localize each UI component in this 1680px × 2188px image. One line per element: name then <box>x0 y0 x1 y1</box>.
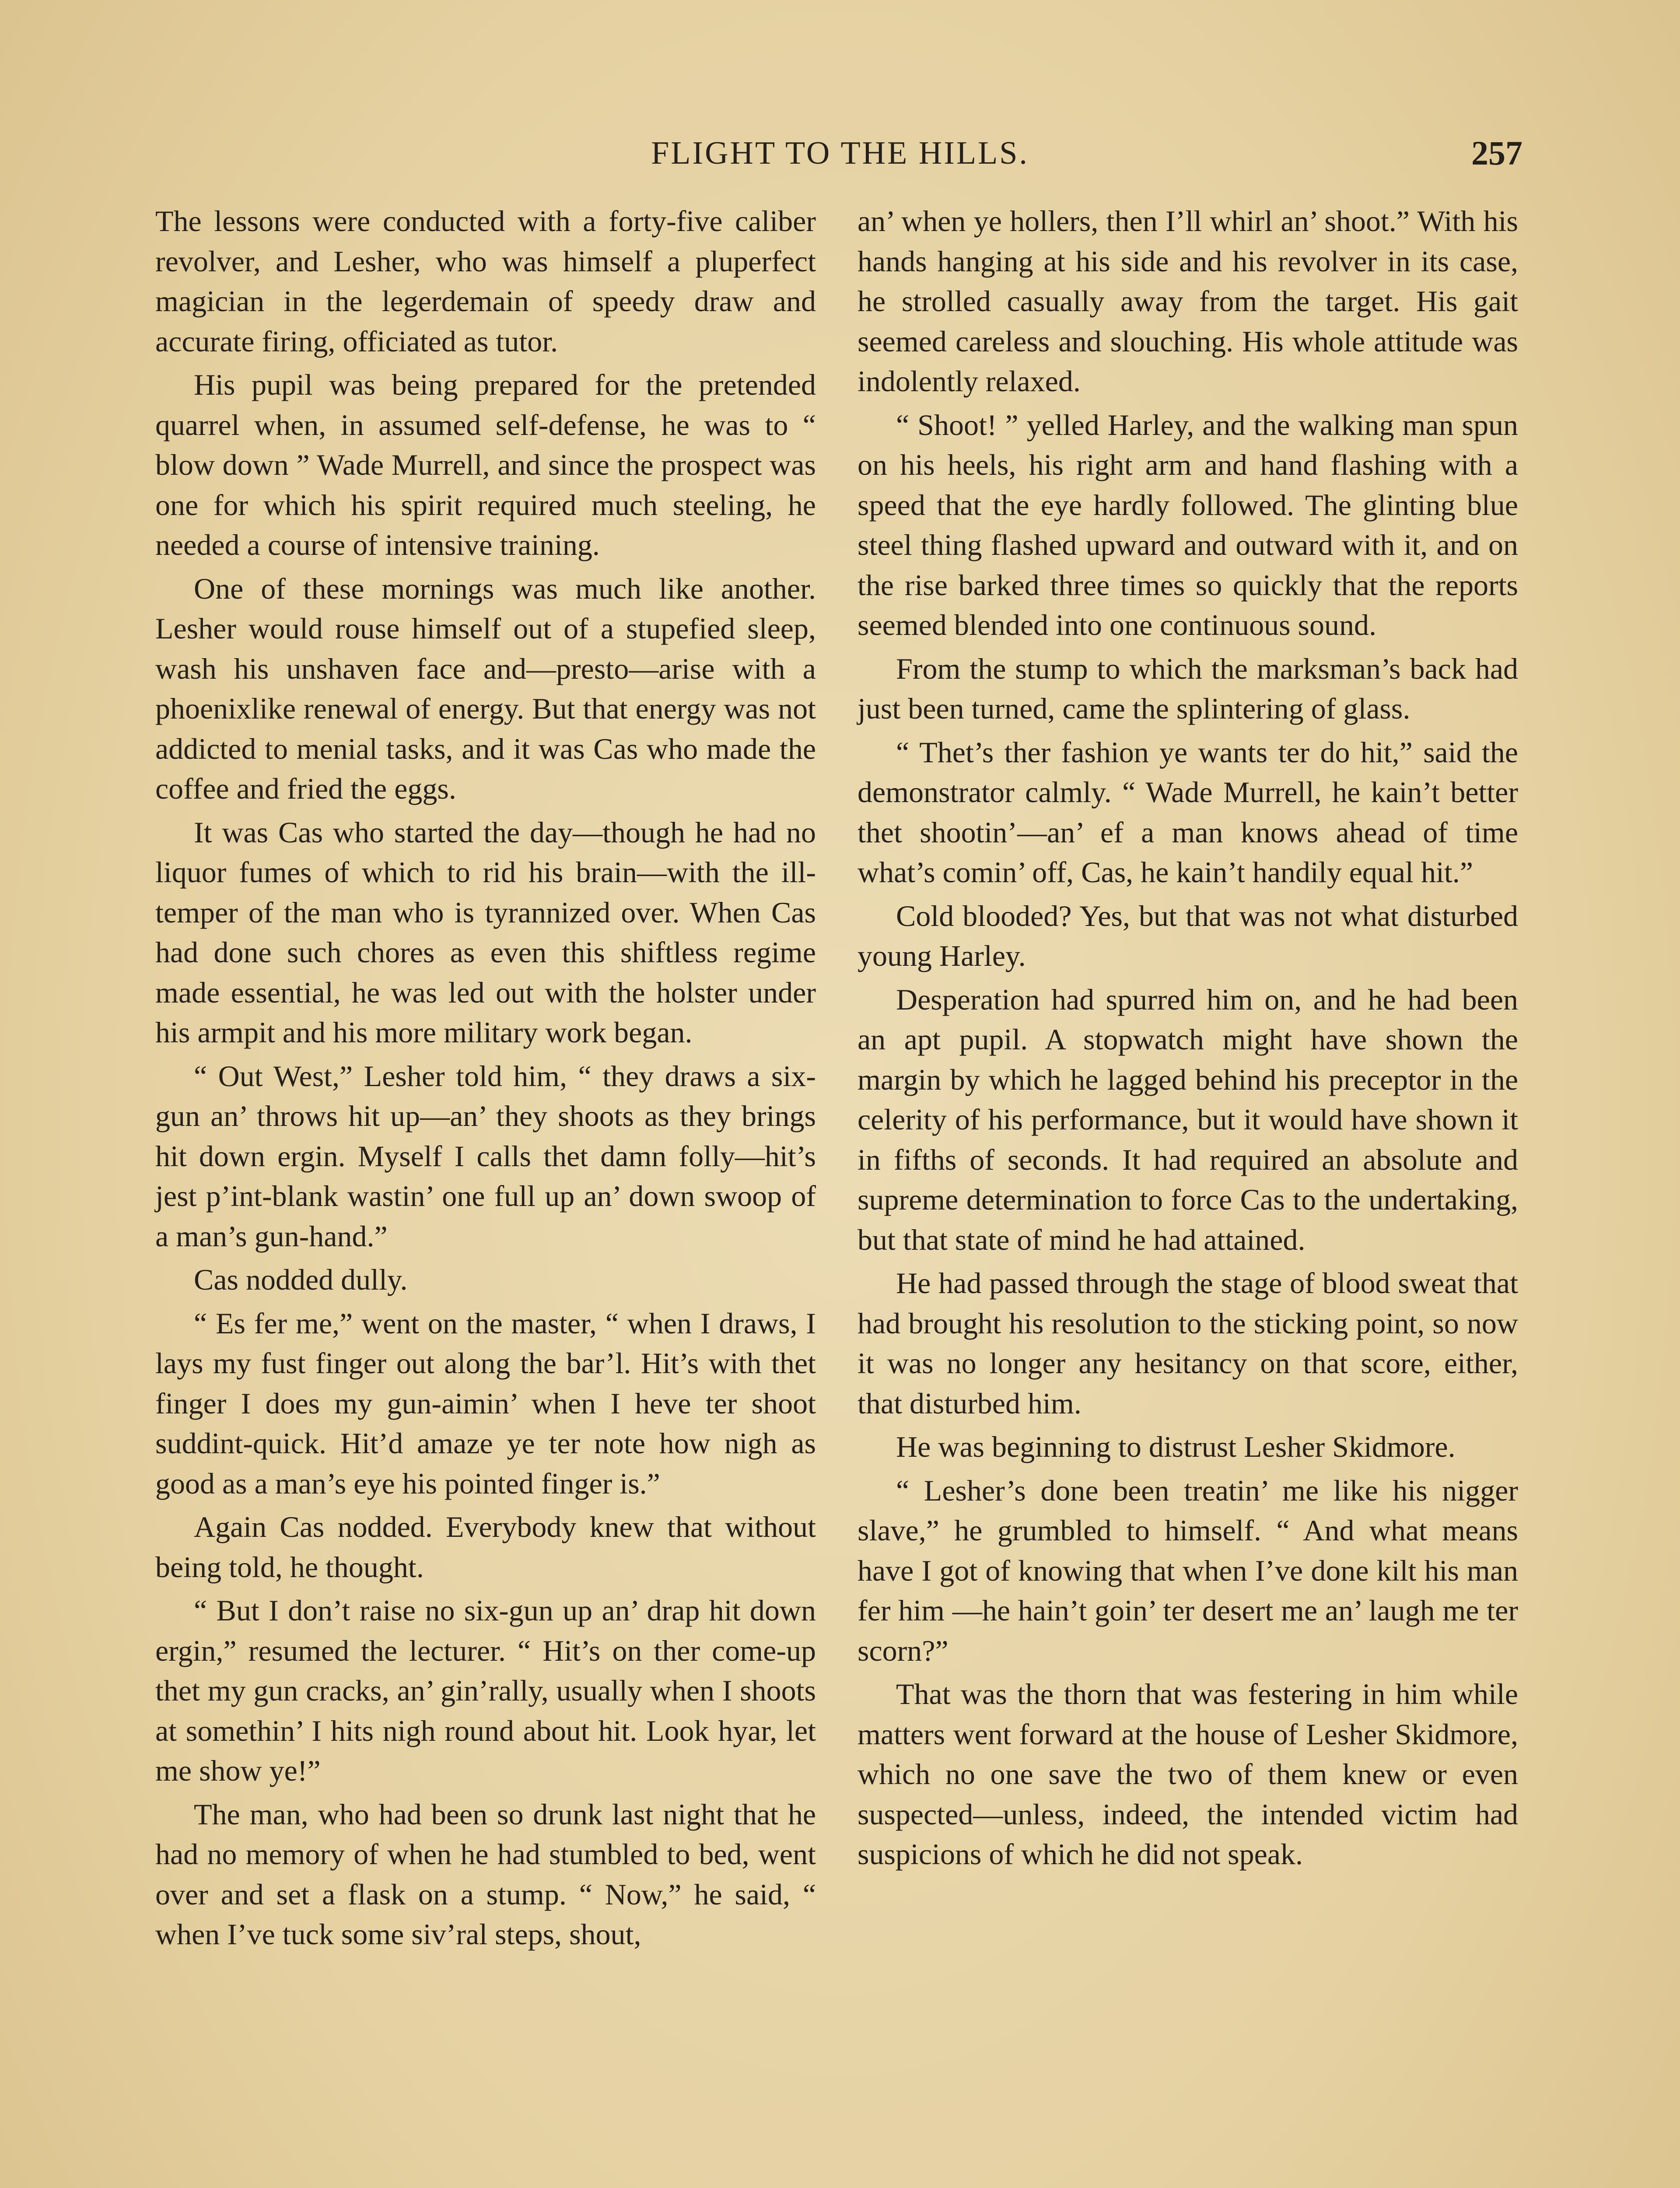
paragraph: The man, who had been so drunk last night that he had no memory of when he had stumbled to bed, went over and set a flask on a stump. “ Now,” he said, “ when I’ve tuck some siv’ral steps, shout, <box>155 1797 816 1951</box>
paragraph: “ Lesher’s done been treatin’ me like his nigger slave,” he grumbled to himself. “ And what means have I got of knowing that when I’ve done kilt his man fer him —he hain’t goin’ ter desert me an’ laugh me ter scorn?” <box>858 1473 1518 1667</box>
paragraph: That was the thorn that was festering in him while matters went forward at the house of Lesher Skidmore, which no one save the two of them knew or even suspected—unless, indeed, the intended victim had suspicions of which he did not speak. <box>858 1677 1518 1871</box>
paragraph: Again Cas nodded. Everybody knew that without being told, he thought. <box>155 1510 816 1584</box>
paragraph: an’ when ye hollers, then I’ll whirl an’ shoot.” With his hands hanging at his side and his revolver in its case, he strolled casually away from the target. His gait seemed careless and slouching. His whole attitude was indolently relaxed. <box>858 204 1518 398</box>
paragraph: Desperation had spurred him on, and he had been an apt pupil. A stopwatch might have shown the margin by which he lagged behind his preceptor in the celerity of his performance, but it would have shown it in fifths of seconds. It had required an absolute and supreme determination to force Cas to the undertaking, but that state of mind he had attained. <box>858 982 1518 1256</box>
running-title: FLIGHT TO THE HILLS. <box>651 135 1029 171</box>
paragraph: His pupil was being prepared for the pretended quarrel when, in assumed self-defense, he was to “ blow down ” Wade Murrell, and since the prospect was one for which his spirit required much steeling, he needed a course of intensive training. <box>155 368 816 561</box>
right-column <box>858 201 1518 1878</box>
paragraph: “ Es fer me,” went on the master, “ when I draws, I lays my fust finger out along the bar’l. Hit’s with thet finger I does my gun-aimin’ when I heve ter shoot suddint-quick. Hit’d amaze ye ter note how nigh as good as a man’s eye his pointed finger is.” <box>155 1306 816 1500</box>
paragraph: “ Out West,” Lesher told him, “ they draws a six-gun an’ throws hit up—an’ they shoots as they brings hit down ergin. Myself I calls thet damn folly—hit’s jest p’int-blank wastin’ one full up an’ down swoop of a man’s gun-hand.” <box>155 1059 816 1253</box>
paragraph: From the stump to which the marksman’s back had just been turned, came the splintering of glass. <box>858 652 1518 725</box>
paragraph: “ Thet’s ther fashion ye wants ter do hit,” said the demonstrator calmly. “ Wade Murrell, he kain’t better thet shootin’—an’ ef a man knows ahead of time what’s comin’ off, Cas, he kain’t handily equal hit.” <box>858 735 1518 889</box>
paragraph: “ But I don’t raise no six-gun up an’ drap hit down ergin,” resumed the lecturer. “ Hit’s on ther come-up thet my gun cracks, an’ gin’rally, usually when I shoots at somethin’ I hits nigh round about hit. Look hyar, let me show ye!” <box>155 1594 816 1787</box>
paragraph: Cold blooded? Yes, but that was not what disturbed young Harley. <box>858 899 1518 972</box>
paragraph: Cas nodded dully. <box>194 1263 408 1296</box>
paragraph: He had passed through the stage of blood sweat that had brought his resolution to the sticking point, so now it was no longer any hesitancy on that score, either, that disturbed him. <box>858 1266 1518 1420</box>
page-number: 257 <box>1471 134 1522 172</box>
left-column <box>155 201 816 1958</box>
paragraph: He was beginning to distrust Lesher Skidmore. <box>896 1430 1456 1463</box>
paragraph: One of these mornings was much like another. Lesher would rouse himself out of a stupefied sleep, wash his unshaven face and—presto—arise with a phoenixlike renewal of energy. But that energy was not addicted to menial tasks, and it was Cas who made the coffee and fried the eggs. <box>155 572 816 805</box>
paragraph: It was Cas who started the day—though he had no liquor fumes of which to rid his brain—with the ill-temper of the man who is tyrannized over. When Cas had done such chores as even this shiftless regime made essential, he was led out with the holster under his armpit and his more military work began. <box>155 815 816 1049</box>
paragraph: The lessons were conducted with a forty-five caliber revolver, and Lesher, who was himself a pluperfect magician in the legerdemain of speedy draw and accurate firing, officiated as tutor. <box>155 204 816 358</box>
running-head <box>158 127 1522 179</box>
paragraph: “ Shoot! ” yelled Harley, and the walking man spun on his heels, his right arm and hand flashing with a speed that the eye hardly followed. The glinting blue steel thing flashed upward and outward with it, and on the rise barked three times so quickly that the reports seemed blended into one continuous sound. <box>858 408 1518 642</box>
